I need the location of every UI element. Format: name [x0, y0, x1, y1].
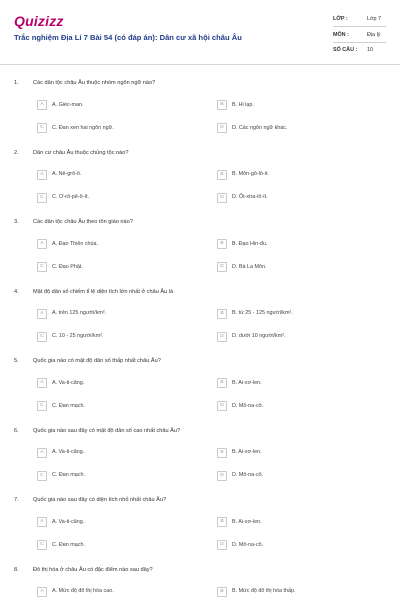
- option-text: C. Đan mạch.: [52, 472, 85, 478]
- answer-option-c[interactable]: [37, 193, 197, 203]
- answer-option-a[interactable]: [37, 378, 197, 388]
- option-text: A. trên 125 người/km².: [52, 310, 107, 316]
- option-letter-box[interactable]: A: [37, 378, 47, 388]
- option-text: A. Va-ti-căng.: [52, 518, 85, 525]
- meta-count-label: SỐ CÂU :: [333, 47, 358, 53]
- answer-option-b[interactable]: [217, 239, 377, 249]
- option-text: B. Ai-xơ-len.: [232, 379, 262, 386]
- option-text: B. Đạo Hin-đu.: [232, 240, 268, 247]
- answer-option-d[interactable]: [217, 123, 377, 133]
- option-text: D. Mô-na-cô.: [232, 472, 264, 478]
- answer-option-a[interactable]: [37, 517, 197, 527]
- option-text: D. Mô-na-cô.: [232, 541, 264, 548]
- answer-option-a[interactable]: [37, 170, 197, 180]
- answer-option-c[interactable]: [37, 471, 197, 481]
- option-text: B. Ai-xơ-len.: [232, 449, 262, 455]
- answer-option-c[interactable]: [37, 262, 197, 272]
- question-number: 4.: [14, 288, 19, 295]
- question-number: 7.: [14, 497, 19, 503]
- answer-option-d[interactable]: [217, 540, 377, 550]
- option-letter-box[interactable]: D: [217, 262, 227, 272]
- meta-grade-label: LỚP :: [333, 16, 348, 22]
- option-text: C. Đan mạch.: [52, 541, 85, 548]
- option-letter-box[interactable]: A: [37, 448, 47, 458]
- question-number: 1.: [14, 80, 19, 86]
- answer-option-d[interactable]: [217, 193, 377, 203]
- answer-option-c[interactable]: [37, 332, 197, 342]
- option-text: C. 10 - 25 người/km².: [52, 333, 104, 339]
- option-letter-box[interactable]: B: [217, 448, 227, 458]
- option-letter-box[interactable]: A: [37, 587, 47, 597]
- option-text: C. Đạo Phật.: [52, 263, 83, 270]
- question-number: 6.: [14, 427, 19, 434]
- option-text: B. từ 25 - 125 người/km².: [232, 310, 293, 316]
- meta-grade-value: Lớp 7: [367, 16, 382, 22]
- answer-option-b[interactable]: [217, 100, 377, 110]
- option-letter-box[interactable]: C: [37, 540, 47, 550]
- question-text: Mật độ dân số chiếm tỉ lệ diện tích lớn nhất ở châu Âu là: [33, 288, 174, 295]
- answer-option-b[interactable]: [217, 378, 377, 388]
- option-text: A. Va-ti-căng.: [52, 449, 85, 455]
- option-letter-box[interactable]: C: [37, 471, 47, 481]
- option-letter-box[interactable]: C: [37, 401, 47, 411]
- meta-divider: [333, 42, 386, 43]
- option-letter-box[interactable]: C: [37, 123, 47, 133]
- option-letter-box[interactable]: A: [37, 309, 47, 319]
- document-title: Trắc nghiệm Địa Lí 7 Bài 54 (có đáp án): Dân cư xã hội châu Âu: [14, 33, 242, 42]
- answer-option-a[interactable]: [37, 587, 197, 597]
- answer-option-b[interactable]: [217, 170, 377, 180]
- question-text: Quốc gia nào có mật độ dân số thấp nhất châu Âu?: [33, 358, 161, 364]
- option-text: D. Bà La Môn.: [232, 263, 267, 270]
- option-letter-box[interactable]: B: [217, 239, 227, 249]
- option-letter-box[interactable]: C: [37, 332, 47, 342]
- option-text: B. Hi lạp.: [232, 101, 254, 108]
- answer-option-a[interactable]: [37, 448, 197, 458]
- question-number: 5.: [14, 358, 19, 364]
- option-text: A. Đạo Thiên chúa.: [52, 240, 99, 247]
- option-text: A. Va-ti-căng.: [52, 379, 85, 386]
- meta-subject-label: MÔN :: [333, 32, 349, 38]
- question-text: Dân cư châu Âu thuộc chủng tộc nào?: [33, 149, 129, 156]
- question-text: Đô thị hóa ở châu Âu có đặc điểm nào sau đây?: [33, 566, 153, 573]
- answer-option-d[interactable]: [217, 471, 377, 481]
- answer-option-c[interactable]: [37, 540, 197, 550]
- answer-option-a[interactable]: [37, 100, 197, 110]
- answer-option-b[interactable]: [217, 517, 377, 527]
- option-letter-box[interactable]: C: [37, 193, 47, 203]
- option-letter-box[interactable]: B: [217, 587, 227, 597]
- question-number: 3.: [14, 219, 19, 225]
- header: [0, 0, 400, 64]
- option-text: D. Ốt-xtra-lô-ít.: [232, 194, 268, 200]
- quizizz-logo[interactable]: Quizizz: [14, 13, 64, 29]
- option-letter-box[interactable]: C: [37, 262, 47, 272]
- answer-option-d[interactable]: [217, 332, 377, 342]
- option-letter-box[interactable]: B: [217, 309, 227, 319]
- answer-option-b[interactable]: [217, 309, 377, 319]
- option-text: A. Giéc-man.: [52, 101, 84, 108]
- option-letter-box[interactable]: B: [217, 517, 227, 527]
- answer-option-c[interactable]: [37, 401, 197, 411]
- answer-option-b[interactable]: [217, 587, 377, 597]
- option-letter-box[interactable]: A: [37, 100, 47, 110]
- question-text: Các dân tộc châu Âu theo tôn giáo nào?: [33, 219, 133, 225]
- option-letter-box[interactable]: B: [217, 170, 227, 180]
- option-text: A. Nê-grô-ít.: [52, 171, 82, 177]
- question-text: Quốc gia nào sau đây có mật độ dân số cao nhất châu Âu?: [33, 427, 181, 434]
- answer-option-a[interactable]: [37, 239, 197, 249]
- question-text: Quốc gia nào sau đây có diện tích nhỏ nhất châu Âu?: [33, 497, 167, 503]
- question-number: 2.: [14, 149, 19, 156]
- option-letter-box[interactable]: A: [37, 517, 47, 527]
- option-text: B. Mức độ đô thị hóa thấp.: [232, 588, 296, 594]
- option-text: C. Ơ-rô-pê-ô-ít.: [52, 194, 89, 200]
- answer-option-a[interactable]: [37, 309, 197, 319]
- meta-count-value: 10: [367, 47, 373, 53]
- question-number: 8.: [14, 566, 19, 573]
- answer-option-d[interactable]: [217, 262, 377, 272]
- option-text: D. dưới 10 người/km².: [232, 333, 286, 339]
- question-text: Các dân tộc châu Âu thuộc nhóm ngôn ngữ nào?: [33, 80, 156, 86]
- option-text: A. Mức độ đô thị hóa cao.: [52, 588, 114, 594]
- option-text: C. Đan mạch.: [52, 402, 85, 409]
- header-divider: [0, 64, 400, 65]
- answer-option-c[interactable]: [37, 123, 197, 133]
- meta-divider: [333, 26, 386, 27]
- option-letter-box[interactable]: D: [217, 471, 227, 481]
- option-letter-box[interactable]: D: [217, 193, 227, 203]
- option-text: B. Ai-xơ-len.: [232, 518, 262, 525]
- option-letter-box[interactable]: B: [217, 378, 227, 388]
- option-letter-box[interactable]: B: [217, 100, 227, 110]
- option-letter-box[interactable]: A: [37, 239, 47, 249]
- option-text: B. Môn-gô-lô-it.: [232, 171, 269, 177]
- option-letter-box[interactable]: D: [217, 540, 227, 550]
- option-letter-box[interactable]: A: [37, 170, 47, 180]
- option-letter-box[interactable]: D: [217, 332, 227, 342]
- option-text: D. Các ngôn ngữ khác.: [232, 124, 288, 131]
- answer-option-d[interactable]: [217, 401, 377, 411]
- option-text: D. Mô-na-cô.: [232, 402, 264, 409]
- meta-subject-value: Địa lý: [367, 32, 381, 38]
- option-letter-box[interactable]: D: [217, 401, 227, 411]
- answer-option-b[interactable]: [217, 448, 377, 458]
- option-text: C. Đan xen hai ngôn ngữ.: [52, 124, 114, 131]
- option-letter-box[interactable]: D: [217, 123, 227, 133]
